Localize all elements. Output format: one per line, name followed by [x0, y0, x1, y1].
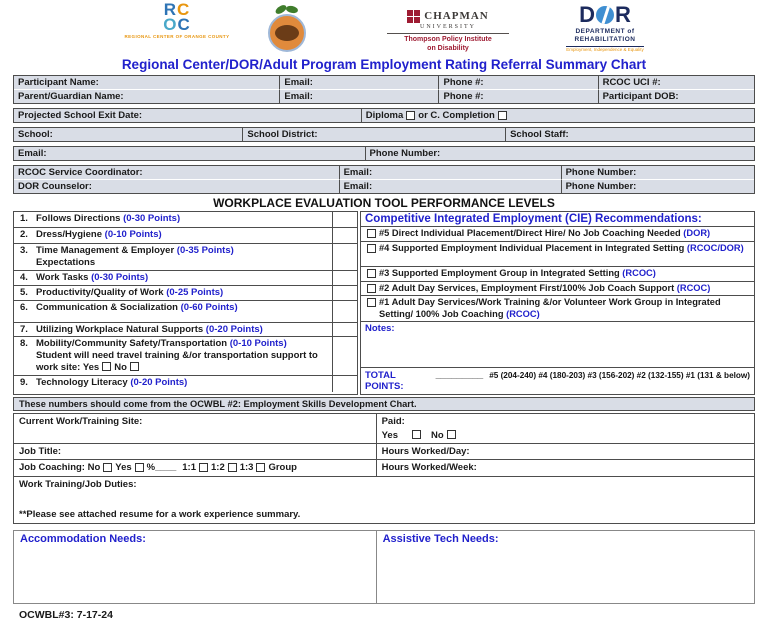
rcoc-coordinator-email-field[interactable]: Email:	[340, 166, 562, 179]
dor-counselor-field[interactable]: DOR Counselor:	[14, 179, 340, 193]
item-label-line2: Student will need travel training &/or transportation support to	[36, 350, 318, 362]
table-row	[14, 444, 754, 460]
diploma-checkbox[interactable]	[406, 111, 415, 120]
score-cell[interactable]	[332, 212, 357, 227]
notes-label: Notes:	[365, 323, 395, 335]
thompson-institute-line1: Thompson Policy Institute	[404, 36, 492, 43]
travel-no-label: No	[114, 362, 127, 374]
cie-option-label: #1 Adult Day Services/Work Training &/or Volunteer Work Group in Integrated Setting/ 100% Job Coaching	[379, 297, 721, 319]
participant-dob-field[interactable]: Participant DOB:	[599, 89, 754, 103]
cie-4-checkbox[interactable]	[367, 244, 376, 253]
participant-phone-field[interactable]: Phone #:	[439, 76, 598, 89]
school-district-field[interactable]: School District:	[243, 128, 506, 141]
item-points: (0-20 Points)	[130, 377, 188, 388]
dor-dept-line1: DEPARTMENT of	[575, 28, 635, 35]
item-label: Dress/Hygiene	[36, 229, 105, 240]
cie-option	[361, 242, 754, 267]
diploma-completion-field	[362, 109, 754, 122]
item-label: Technology Literacy	[36, 377, 131, 388]
school-contact-table	[13, 146, 755, 161]
score-cell[interactable]	[332, 376, 357, 392]
dor-logo	[559, 2, 651, 52]
participant-info-table	[13, 75, 755, 104]
ratio-1-3-checkbox[interactable]	[256, 463, 265, 472]
school-table	[13, 127, 755, 142]
section-heading: WORKPLACE EVALUATION TOOL PERFORMANCE LEVELS	[213, 196, 555, 210]
rcoc-coordinator-field[interactable]: RCOC Service Coordinator:	[14, 166, 340, 179]
item-number: 6.	[20, 301, 28, 313]
rcoc-uci-field[interactable]: RCOC UCI #:	[599, 76, 754, 89]
resume-note: **Please see attached resume for a work experience summary.	[19, 509, 301, 521]
school-phone-field[interactable]: Phone Number:	[366, 147, 755, 160]
dor-tagline: Employment, Independence & Equality	[566, 46, 644, 52]
item-points: (0-20 Points)	[205, 323, 263, 335]
cie-option-label: #2 Adult Day Services, Employment First/100% Job Coach Support	[379, 282, 677, 293]
cie-option	[361, 267, 754, 282]
participant-name-field[interactable]: Participant Name:	[14, 76, 280, 89]
cie-option-agency: (DOR)	[683, 228, 711, 238]
work-training-table	[13, 413, 755, 523]
coaching-yes-label: Yes	[115, 462, 132, 474]
cie-2-checkbox[interactable]	[367, 284, 376, 293]
paid-yes-checkbox[interactable]	[412, 430, 421, 439]
job-coaching-field	[14, 460, 377, 475]
assistive-tech-needs-field[interactable]: Assistive Tech Needs:	[382, 532, 499, 545]
score-cell[interactable]	[332, 271, 357, 285]
completion-checkbox[interactable]	[498, 111, 507, 120]
handshake-icon	[275, 25, 299, 41]
cie-option	[361, 282, 754, 297]
table-row	[14, 301, 357, 323]
thompson-institute-line2: on Disability	[427, 44, 469, 52]
chapman-logo	[387, 2, 509, 54]
divider	[387, 33, 509, 34]
guardian-phone-field[interactable]: Phone #:	[439, 89, 598, 103]
leaf-icon	[274, 4, 300, 14]
cie-header: Competitive Integrated Employment (CIE) Recommendations:	[361, 212, 754, 227]
guardian-email-field[interactable]: Email:	[280, 89, 439, 103]
hours-day-field[interactable]: Hours Worked/Day:	[381, 446, 470, 458]
total-points-scale: #5 (204-240) #4 (180-203) #3 (156-202) #2 (132-155) #1 (131 & below)	[489, 371, 750, 381]
notes-area[interactable]	[361, 322, 754, 368]
school-email-field[interactable]: Email:	[14, 147, 366, 160]
item-label: Utilizing Workplace Natural Supports	[36, 323, 206, 335]
rcoc-logo-caption: REGIONAL CENTER OF ORANGE COUNTY	[124, 33, 230, 39]
item-label-line2: Expectations	[36, 256, 96, 268]
cie-option-agency: (RCOC)	[506, 308, 540, 319]
dor-letter-d: D	[579, 2, 595, 27]
guardian-name-field[interactable]: Parent/Guardian Name:	[14, 89, 280, 103]
page-title: Regional Center/DOR/Adult Program Employment Rating Referral Summary Chart	[121, 57, 647, 72]
item-label: Productivity/Quality of Work	[36, 286, 167, 298]
paid-field	[377, 414, 754, 443]
item-points: (0-30 Points)	[91, 271, 149, 283]
travel-yes-label: work site: Yes	[36, 362, 100, 374]
group-label: Group	[268, 462, 297, 474]
item-points: (0-25 Points)	[166, 286, 224, 298]
item-points: (0-10 Points)	[229, 338, 287, 350]
rcoc-letter-r: R	[163, 0, 177, 19]
table-row	[14, 212, 357, 228]
duties-label: Work Training/Job Duties:	[19, 478, 137, 490]
chapman-university: UNIVERSITY	[420, 24, 476, 30]
orange-circle-icon	[268, 14, 306, 52]
coaching-yes-checkbox[interactable]	[135, 463, 144, 472]
cie-option-label: #4 Supported Employment Individual Placement in Integrated Setting	[379, 243, 687, 253]
duties-field[interactable]	[14, 477, 754, 523]
item-number: 9.	[20, 377, 28, 388]
paid-no-checkbox[interactable]	[447, 430, 456, 439]
paid-no-label: No	[430, 429, 444, 441]
table-row	[14, 414, 754, 444]
item-points: (0-30 Points)	[123, 213, 181, 224]
globe-icon	[596, 6, 614, 24]
score-cell[interactable]	[332, 228, 357, 243]
cie-option-agency: (RCOC)	[676, 282, 711, 293]
item-points: (0-35 Points)	[176, 245, 234, 256]
ratio-1-2-label: 1:2	[211, 462, 225, 474]
cie-1-checkbox[interactable]	[367, 298, 376, 307]
travel-yes-checkbox[interactable]	[102, 362, 111, 371]
exit-date-table	[13, 108, 755, 123]
evaluation-section	[13, 211, 755, 395]
hours-week-field[interactable]: Hours Worked/Week:	[381, 462, 477, 474]
job-title-field[interactable]: Job Title:	[14, 444, 377, 459]
rcoc-logo-letters	[163, 2, 191, 33]
or-completion-label: or C. Completion	[418, 110, 495, 121]
table-row	[14, 271, 357, 286]
table-row	[14, 477, 754, 523]
item-label: Communication & Socialization	[36, 301, 181, 313]
item-label: Time Management & Employer	[36, 245, 177, 256]
cie-option-agency: (RCOC/DOR)	[686, 243, 744, 253]
cie-5-checkbox[interactable]	[367, 229, 376, 238]
ocwbl-note-bar: These numbers should come from the OCWBL #2: Employment Skills Development Chart.	[13, 397, 755, 411]
table-row	[14, 244, 357, 271]
school-staff-field[interactable]: School Staff:	[506, 128, 754, 141]
item-label: Work Tasks	[36, 271, 92, 283]
total-points-blank[interactable]: _________	[435, 370, 484, 382]
table-row	[14, 337, 357, 376]
item-label: Mobility/Community Safety/Transportation	[36, 338, 230, 350]
score-cell[interactable]	[332, 337, 357, 375]
coaching-percent-blank[interactable]: ____	[155, 462, 177, 474]
item-number: 7.	[20, 323, 28, 335]
rcoc-logo	[121, 2, 233, 39]
table-row	[14, 376, 357, 392]
exit-date-field[interactable]: Projected School Exit Date:	[14, 109, 362, 122]
table-row	[14, 323, 357, 338]
paid-yes-label: Yes	[381, 429, 398, 441]
rcoc-coordinator-phone-field[interactable]: Phone Number:	[562, 166, 754, 179]
performance-levels-table	[13, 211, 358, 395]
score-cell[interactable]	[332, 301, 357, 322]
item-number: 8.	[20, 338, 28, 350]
rcoc-letter-c2: C	[177, 15, 191, 35]
table-row	[14, 460, 754, 476]
logo-strip	[13, 2, 755, 56]
cie-3-checkbox[interactable]	[367, 269, 376, 278]
chapman-window-icon	[407, 10, 420, 23]
rcoc-letter-c: C	[176, 0, 191, 19]
item-number: 2.	[20, 229, 28, 240]
travel-no-checkbox[interactable]	[130, 362, 139, 371]
dor-dept-line2: REHABILITATION	[574, 35, 636, 43]
item-number: 1.	[20, 213, 28, 224]
total-points-label: TOTAL POINTS:	[365, 370, 404, 393]
score-cell[interactable]	[332, 286, 357, 300]
item-number: 5.	[20, 286, 28, 298]
work-site-field[interactable]: Current Work/Training Site:	[14, 414, 377, 443]
cie-option-label: #3 Supported Employment Group in Integrated Setting	[379, 268, 623, 278]
table-row	[14, 228, 357, 244]
dor-letter-r: R	[615, 2, 631, 27]
rcoc-letter-o: O	[163, 15, 178, 35]
coaching-no-checkbox[interactable]	[103, 463, 112, 472]
coaching-percent-label: %	[146, 462, 156, 474]
cie-option	[361, 227, 754, 242]
cie-option-agency: (RCOC)	[622, 268, 656, 278]
dor-counselor-email-field[interactable]: Email:	[340, 179, 562, 193]
ratio-1-1-label: 1:1	[182, 462, 196, 474]
dor-counselor-phone-field[interactable]: Phone Number:	[562, 179, 754, 193]
chapman-name: CHAPMAN	[424, 10, 489, 22]
accommodation-needs-field[interactable]: Accommodation Needs:	[14, 531, 377, 603]
ratio-1-3-label: 1:3	[239, 462, 254, 474]
item-number: 3.	[20, 245, 28, 256]
table-row	[14, 286, 357, 301]
total-points-row	[361, 368, 754, 394]
cie-option-label: #5 Direct Individual Placement/Direct Hire/ No Job Coaching Needed	[379, 228, 684, 238]
score-cell[interactable]	[332, 244, 357, 270]
participant-email-field[interactable]: Email:	[280, 76, 439, 89]
form-version-footer: OCWBL#3: 7-17-24	[19, 608, 113, 621]
item-points: (0-10 Points)	[104, 229, 162, 240]
coaching-no-label: Job Coaching: No	[19, 462, 101, 474]
item-number: 4.	[20, 271, 28, 283]
cie-option	[361, 296, 754, 322]
handshake-seal-logo	[245, 2, 329, 52]
item-label: Follows Directions	[36, 213, 124, 224]
diploma-label: Diploma	[365, 110, 404, 121]
school-field[interactable]: School:	[14, 128, 243, 141]
item-points: (0-60 Points)	[180, 301, 238, 313]
ratio-1-2-checkbox[interactable]	[228, 463, 237, 472]
paid-label: Paid:	[381, 416, 405, 428]
coordinator-table	[13, 165, 755, 194]
ratio-1-1-checkbox[interactable]	[199, 463, 208, 472]
score-cell[interactable]	[332, 323, 357, 337]
cie-recommendations-panel	[360, 211, 755, 395]
